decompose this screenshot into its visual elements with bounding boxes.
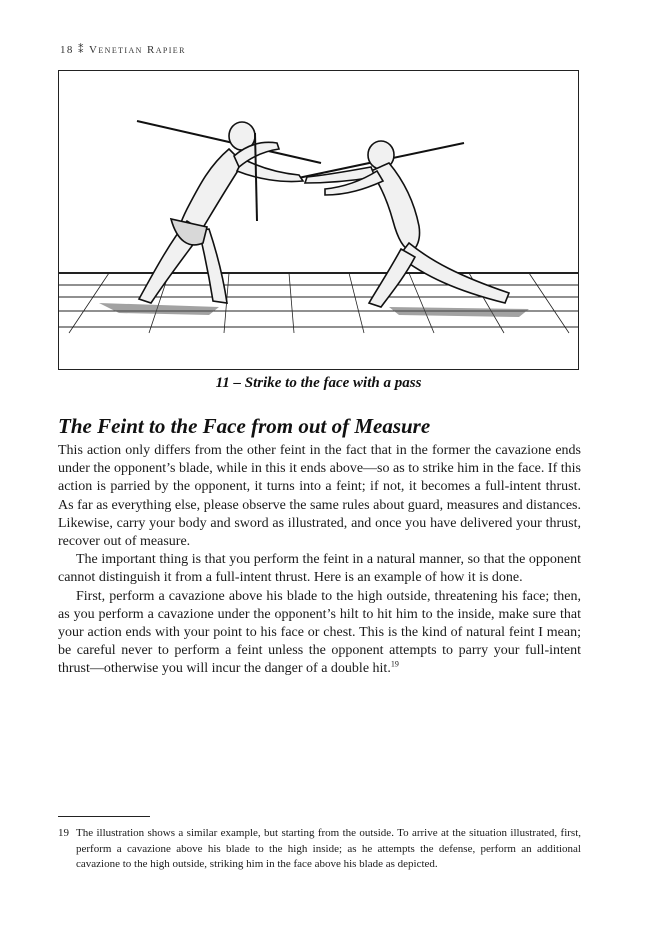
left-fencer	[139, 122, 303, 303]
figure-caption: 11 – Strike to the face with a pass	[215, 375, 422, 391]
paragraph-2: The important thing is that you perform the feint in a natural manner, so that the opponent cannot distinguish it from a full-intent thrust. Here is an example of how it is done.	[58, 552, 581, 586]
running-head	[60, 43, 186, 56]
footnote	[58, 826, 581, 873]
page-number: 18	[60, 44, 74, 56]
body-text	[58, 442, 581, 679]
swords	[137, 121, 464, 181]
right-fencer	[305, 141, 509, 307]
floor	[59, 273, 578, 333]
footnote-number: 19	[58, 827, 69, 839]
paragraph-3	[58, 588, 581, 679]
footnote-rule	[58, 816, 150, 817]
head-separator: ⁑	[77, 44, 85, 56]
footnote-ref[interactable]: 19	[390, 659, 399, 669]
paragraph-3-text: First, perform a cavazione above his blade to the high outside, threatening his face; then, as you perform a cavazione under the opponent’s hilt to hit him to the inside, make sure that your action ends with your point to his face or chest. This is the kind of natural feint I mean; be careful never to perform a feint unless the opponent attempts to parry your full-intent thrust—otherwise you will incur the danger of a double hit.	[58, 588, 581, 677]
book-title: Venetian Rapier	[89, 44, 186, 56]
section-title: The Feint to the Face from out of Measure	[58, 414, 431, 438]
fencers-engraving-icon	[59, 71, 578, 369]
figure-frame	[58, 70, 579, 370]
footnote-text: The illustration shows a similar example, but starting from the outside. To arrive at the situation illustrated, first, perform a cavazione above his blade to the high inside; as he attempts the defense, perform an additional cavazione to the high outside, striking him in the face above his blade as depicted.	[76, 827, 581, 870]
paragraph-1: This action only differs from the other feint in the fact that in the former the cavazione ends under the opponent’s blade, while in this it ends above—so as to strike him in the face. If this action is parried by the opponent, it turns into a feint; if not, it becomes a full-intent thrust. As far as everything else, please observe the same rules about guard, measures and distances. Likewise, carry your body and sword as illustrated, and once you have delivered your thrust, recover out of measure.	[58, 443, 581, 550]
